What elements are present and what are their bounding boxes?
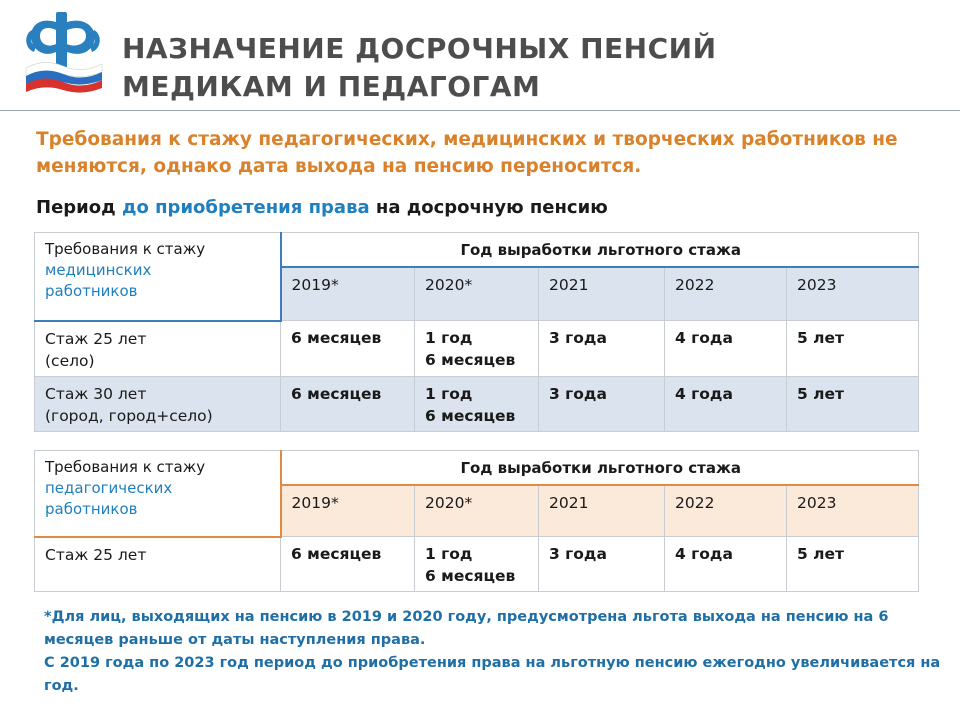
teacher-year-2022: 2022 [665, 485, 787, 537]
teacher-year-caption: Год выработки льготного стажа [281, 451, 919, 485]
teacher-row-1-2019 [281, 537, 415, 592]
table-row [35, 321, 919, 377]
teacher-req-field-1: педагогических [45, 479, 173, 497]
medical-row-1-2022 [665, 321, 787, 377]
teacher-row-1-label [35, 537, 281, 592]
medical-year-2019: 2019* [281, 267, 415, 321]
title-line-2: МЕДИКАМ И ПЕДАГОГАМ [122, 70, 541, 103]
medical-req-field-1: медицинских [45, 261, 152, 279]
teacher-req-field-2: работников [45, 500, 138, 518]
title-line-1: НАЗНАЧЕНИЕ ДОСРОЧНЫХ ПЕНСИЙ [122, 32, 717, 65]
cell-line: 3 года [549, 545, 607, 563]
section-subheading [36, 196, 608, 220]
subheading-part-1: Период [36, 197, 122, 218]
teacher-row-1-2023 [787, 537, 919, 592]
teacher-row-1-2021 [539, 537, 665, 592]
cell-line: 3 года [549, 329, 607, 347]
medical-row-1-2019 [281, 321, 415, 377]
teacher-req-label: Требования к стажу [45, 458, 206, 476]
teacher-table [34, 450, 919, 592]
row-label-line: Стаж 30 лет [45, 384, 147, 403]
medical-row-2-2022 [665, 376, 787, 431]
medical-year-caption: Год выработки льготного стажа [281, 233, 919, 267]
medical-row-1-2021 [539, 321, 665, 377]
medical-row-1-2023 [787, 321, 919, 377]
page-title [122, 30, 717, 106]
cell-line: 4 года [675, 384, 733, 403]
header [0, 0, 960, 112]
teacher-year-2020: 2020* [415, 485, 539, 537]
cell-line: 1 год [425, 545, 473, 563]
pfr-logo-icon [22, 8, 104, 96]
cell-line: 4 года [675, 329, 733, 347]
footnote-line-1: *Для лиц, выходящих на пенсию в 2019 и 2020 году, предусмотрена льгота выхода на пенсию на 6 месяцев раньше от даты наступления права. [44, 609, 889, 648]
cell-line: 1 год [425, 329, 473, 347]
medical-row-2-2021 [539, 376, 665, 431]
teacher-year-2021: 2021 [539, 485, 665, 537]
footnote [44, 606, 944, 698]
medical-req-field-2: работников [45, 282, 138, 300]
medical-req-label: Требования к стажу [45, 240, 206, 258]
teacher-row-1-2022 [665, 537, 787, 592]
teacher-req-header [35, 451, 281, 537]
cell-line: 6 месяцев [425, 406, 516, 425]
medical-row-2-2020 [415, 376, 539, 431]
cell-line: 5 лет [797, 384, 845, 403]
table-row [35, 537, 919, 592]
medical-year-2023: 2023 [787, 267, 919, 321]
medical-row-2-2019 [281, 376, 415, 431]
header-divider [0, 110, 960, 111]
medical-req-header [35, 233, 281, 321]
cell-line: 5 лет [797, 329, 845, 347]
intro-text: Требования к стажу педагогических, медицинских и творческих работников не меняются, однако дата выхода на пенсию переносится. [36, 129, 898, 177]
medical-year-2022: 2022 [665, 267, 787, 321]
subheading-highlight: до приобретения права [121, 197, 370, 218]
medical-year-2020: 2020* [415, 267, 539, 321]
cell-line: 3 года [549, 384, 607, 403]
subheading-part-2: на досрочную пенсию [369, 197, 608, 218]
row-label-line: Стаж 25 лет [45, 545, 147, 564]
cell-line: 6 месяцев [291, 384, 382, 403]
medical-row-2-2023 [787, 376, 919, 431]
medical-row-2-label [35, 376, 281, 431]
medical-row-1-label [35, 321, 281, 377]
cell-line: 6 месяцев [291, 545, 382, 563]
teacher-row-1-2020 [415, 537, 539, 592]
cell-line: 6 месяцев [425, 351, 516, 369]
cell-line: 6 месяцев [425, 567, 516, 585]
row-label-line: Стаж 25 лет [45, 329, 147, 348]
medical-year-2021: 2021 [539, 267, 665, 321]
medical-row-1-2020 [415, 321, 539, 377]
medical-table [34, 232, 919, 432]
row-label-line: (село) [45, 351, 95, 370]
teacher-year-2019: 2019* [281, 485, 415, 537]
cell-line: 5 лет [797, 545, 845, 563]
cell-line: 4 года [675, 545, 733, 563]
table-row [35, 376, 919, 431]
teacher-year-2023: 2023 [787, 485, 919, 537]
cell-line: 6 месяцев [291, 329, 382, 347]
cell-line: 1 год [425, 384, 473, 403]
footnote-line-2: С 2019 года по 2023 год период до приобретения права на льготную пенсию ежегодно увеличивается на год. [44, 655, 941, 694]
row-label-line: (город, город+село) [45, 406, 213, 425]
